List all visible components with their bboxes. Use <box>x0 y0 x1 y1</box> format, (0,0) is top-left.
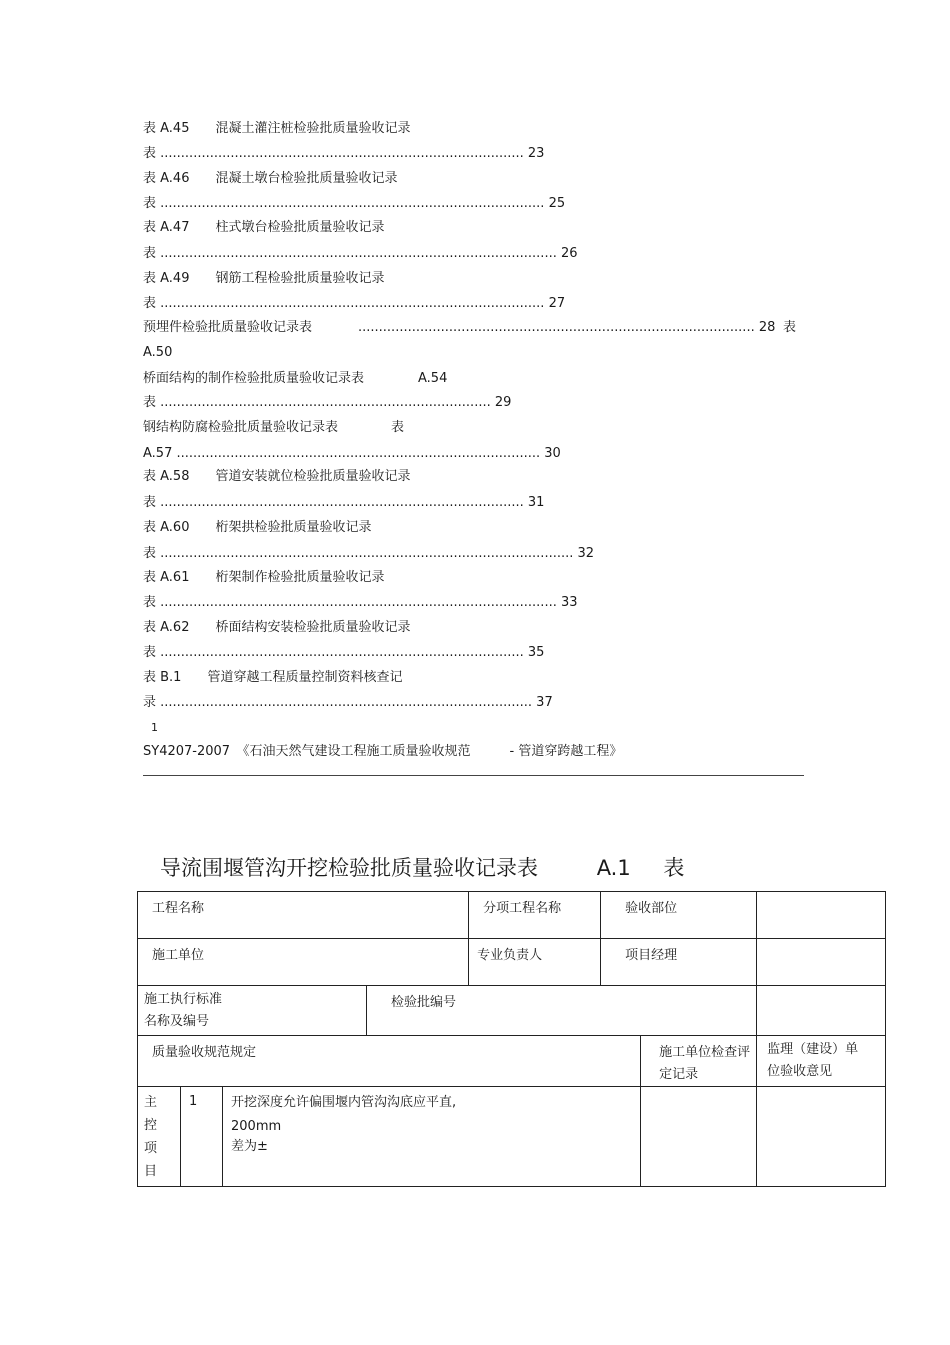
supervisor-opinion-header <box>757 1036 885 1083</box>
toc-a58-leader: 表 ........................................................................................ 31 <box>143 495 545 510</box>
item-number: 1 <box>189 1094 198 1109</box>
toc-a60-leader: 表 .................................................................................................... 32 <box>143 546 595 561</box>
project-manager-label: 项目经理 <box>625 948 678 963</box>
main-control-char-3: 项 <box>144 1141 158 1156</box>
toc-b1-title: 表 B.1 管道穿越工程质量控制资料核查记 <box>143 670 403 685</box>
toc-a49-title: 表 A.49 钢筋工程检验批质量验收记录 <box>143 271 385 286</box>
toc-a62-title: 表 A.62 桥面结构安装检验批质量验收记录 <box>143 620 411 635</box>
form-title <box>160 852 684 882</box>
toc-b1-leader: 录 .......................................................................................... 37 <box>143 695 553 710</box>
toc-a57-tail: 表 <box>391 420 405 435</box>
toc-a50-text: 预埋件检验批质量验收记录表 <box>143 320 313 335</box>
item-requirement-line-2: 200mm <box>231 1119 282 1134</box>
main-control-char-2: 控 <box>144 1118 158 1133</box>
form-title-tail: 表 <box>663 856 685 880</box>
form-row-item-1 <box>138 1087 886 1187</box>
standard-name-label <box>138 986 366 1033</box>
toc-a60-title: 表 A.60 桁架拱检验批质量验收记录 <box>143 520 372 535</box>
supervisor-opinion-line-2: 位验收意见 <box>767 1064 833 1079</box>
construction-unit-label: 施工单位 <box>152 948 205 963</box>
toc-a62-leader: 表 ........................................................................................ 35 <box>143 645 545 660</box>
toc-a47-leader: 表 ................................................................................................ 26 <box>143 246 578 261</box>
toc-a46-title: 表 A.46 混凝土墩台检验批质量验收记录 <box>143 171 398 186</box>
form-row-project <box>138 892 886 939</box>
supervisor-opinion-line-1: 监理（建设）单 <box>767 1042 859 1057</box>
toc-a47-title: 表 A.47 柱式墩台检验批质量验收记录 <box>143 220 385 235</box>
item-requirement-line-3: 差为± <box>231 1139 268 1154</box>
form-row-header <box>138 1036 886 1087</box>
toc-a45-title: 表 A.45 混凝土灌注桩检验批质量验收记录 <box>143 121 411 136</box>
item-requirement-line-1: 开挖深度允许偏围堰内管沟沟底应平直, <box>231 1095 457 1110</box>
main-control-char-1: 主 <box>144 1095 158 1110</box>
toc-a50-code: A.50 <box>143 345 173 360</box>
standard-name-line-2: 名称及编号 <box>144 1014 210 1029</box>
main-control-char-4: 目 <box>144 1164 158 1179</box>
toc-a54-text: 桥面结构的制作检验批质量验收记录表 <box>143 371 365 386</box>
main-control-label <box>138 1087 180 1183</box>
toc-a49-leader: 表 ............................................................................................. 27 <box>143 296 566 311</box>
toc-a54-leader: 表 ................................................................................ 29 <box>143 395 512 410</box>
project-manager-value <box>757 939 886 986</box>
professional-lead-label: 专业负责人 <box>477 948 543 963</box>
toc-a58-title: 表 A.58 管道安装就位检验批质量验收记录 <box>143 469 411 484</box>
acceptance-part-label: 验收部位 <box>625 901 678 916</box>
toc-a54-code: A.54 <box>418 371 448 386</box>
toc-a61-leader: 表 ................................................................................................ 33 <box>143 595 578 610</box>
form-title-main: 导流围堰管沟开挖检验批质量验收记录表 <box>160 856 538 880</box>
page-number: 1 <box>151 721 158 734</box>
toc-a45-leader: 表 ........................................................................................ 23 <box>143 146 545 161</box>
toc-a50-tail: 表 <box>783 320 797 335</box>
contractor-record-header: 施工单位检查评定记录 <box>659 1045 751 1082</box>
toc-a57-leader: A.57 ........................................................................................ 30 <box>143 446 561 461</box>
form-title-code: A.1 <box>596 856 631 880</box>
toc-a46-leader: 表 ............................................................................................. 25 <box>143 196 566 211</box>
item-supervisor-opinion <box>757 1087 886 1187</box>
batch-number-label: 检验批编号 <box>391 995 457 1010</box>
quality-spec-header: 质量验收规范规定 <box>152 1045 257 1060</box>
batch-number-value <box>757 986 886 1036</box>
item-contractor-record <box>641 1087 757 1187</box>
toc-a61-title: 表 A.61 桁架制作检验批质量验收记录 <box>143 570 385 585</box>
footer-standard: SY4207-2007 《石油天然气建设工程施工质量验收规范 - 管道穿跨越工程》 <box>143 744 623 759</box>
project-name-label: 工程名称 <box>152 901 205 916</box>
form-row-standard <box>138 986 886 1036</box>
record-form-table <box>137 891 886 1187</box>
acceptance-part-value <box>757 892 886 939</box>
item-requirement <box>223 1087 640 1159</box>
sub-project-name-label: 分项工程名称 <box>483 901 562 916</box>
footer-divider <box>143 775 804 776</box>
toc-a57-text: 钢结构防腐检验批质量验收记录表 <box>143 420 339 435</box>
standard-name-line-1: 施工执行标准 <box>144 992 223 1007</box>
toc-a50-leader: ................................................................................................ 28 <box>358 320 776 335</box>
form-row-contractor <box>138 939 886 986</box>
